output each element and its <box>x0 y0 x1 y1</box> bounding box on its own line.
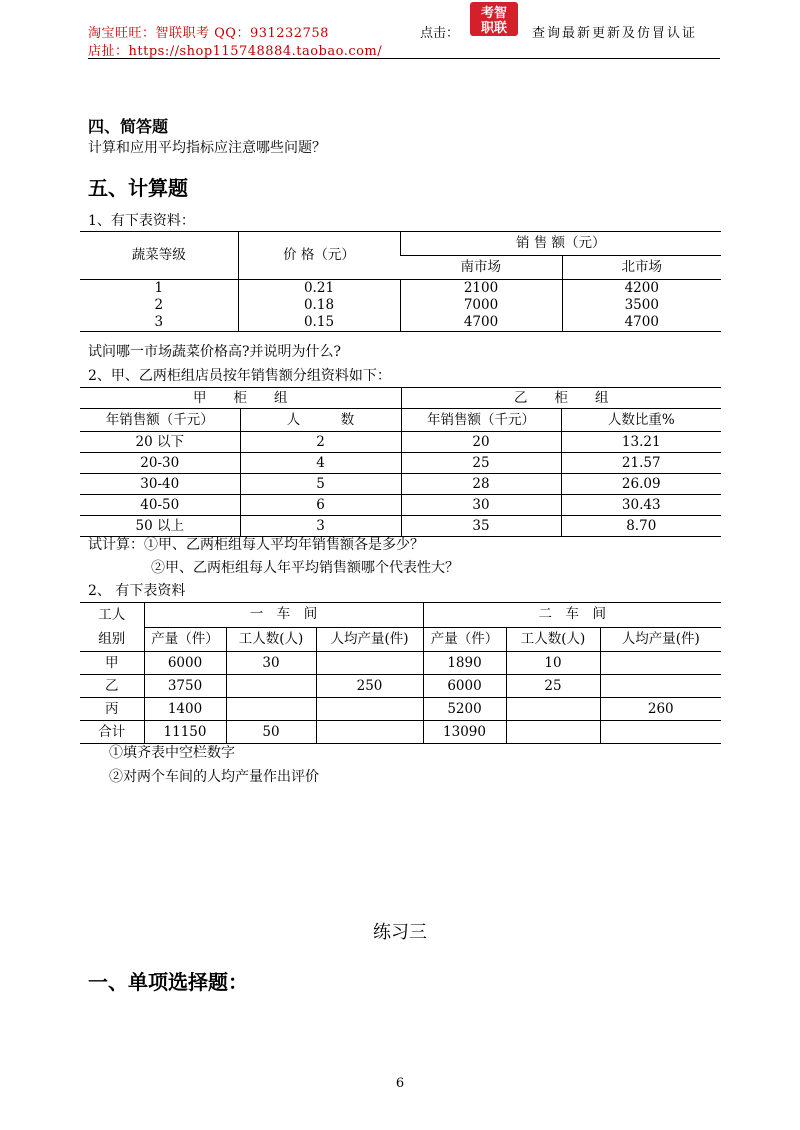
table-row <box>80 495 721 516</box>
cell: 4 <box>240 453 401 474</box>
exercise-section1-title: 一、单项选择题： <box>88 970 248 994</box>
cell: 4700 <box>400 314 562 332</box>
cell: 3500 <box>562 297 721 314</box>
cell: 30-40 <box>80 474 240 495</box>
cell: 11150 <box>144 721 226 744</box>
th-group-a: 甲 柜 组 <box>80 388 401 409</box>
cell: 2 <box>240 432 401 453</box>
q3-task2: ②对两个车间的人均产量作出评价 <box>109 769 319 785</box>
counter-sales-table <box>80 387 721 537</box>
cell: 50 <box>226 721 316 744</box>
header-verify-text[interactable]: 查询最新更新及仿冒认证 <box>532 26 698 41</box>
cell: 5 <box>240 474 401 495</box>
cell <box>600 652 721 675</box>
q1-intro: 1、有下表资料： <box>88 213 195 229</box>
workshop-output-table <box>80 602 721 744</box>
th-workshop-2: 二 车 间 <box>423 603 721 628</box>
table-row <box>80 432 721 453</box>
section4-title: 四、简答题 <box>88 117 169 136</box>
cell: 乙 <box>80 675 144 698</box>
cell <box>316 721 423 744</box>
cell: 25 <box>401 453 561 474</box>
th-worker: 工人 <box>80 603 144 628</box>
cell: 260 <box>600 698 721 721</box>
table-row <box>80 698 721 721</box>
q3-intro: 2、 有下表资料 <box>88 583 186 599</box>
page-number: 6 <box>395 1076 405 1091</box>
header-click-label: 点击： <box>420 26 460 41</box>
cell: 3 <box>240 516 401 537</box>
th-people: 人 数 <box>240 409 401 432</box>
cell: 30.43 <box>561 495 721 516</box>
logo-text-top: 考智 <box>480 6 508 21</box>
cell: 25 <box>506 675 600 698</box>
cell: 13.21 <box>561 432 721 453</box>
header-address-line[interactable]: 店扯：https://shop115748884.taobao.com/ <box>88 44 383 59</box>
th-output-2: 产量（件） <box>423 627 506 652</box>
th-workshop-1: 一 车 间 <box>144 603 423 628</box>
cell: 40-50 <box>80 495 240 516</box>
table-row <box>80 675 721 698</box>
cell: 6000 <box>423 675 506 698</box>
section5-title: 五、计算题 <box>88 176 188 200</box>
cell: 50 以上 <box>80 516 240 537</box>
th-ratio: 人数比重% <box>561 409 721 432</box>
th-group-b: 乙 柜 组 <box>401 388 721 409</box>
cell <box>506 698 600 721</box>
cell: 20-30 <box>80 453 240 474</box>
logo-text-bottom: 职联 <box>480 21 508 36</box>
cell: 30 <box>226 652 316 675</box>
cell <box>316 698 423 721</box>
th-per-2: 人均产量(件) <box>600 627 721 652</box>
cell: 13090 <box>423 721 506 744</box>
th-price: 价 格（元） <box>238 232 400 280</box>
cell <box>506 721 600 744</box>
cell: 0.21 <box>238 280 400 298</box>
cell: 6000 <box>144 652 226 675</box>
section4-question: 计算和应用平均指标应注意哪些问题？ <box>88 140 326 156</box>
table-row <box>80 721 721 744</box>
q2-task1: 试计算：①甲、乙两柜组每人平均年销售额各是多少？ <box>88 537 424 553</box>
th-north: 北市场 <box>562 256 721 280</box>
cell: 1 <box>154 280 164 296</box>
cell <box>226 698 316 721</box>
table-row <box>80 314 721 332</box>
cell: 丙 <box>80 698 144 721</box>
cell: 8.70 <box>561 516 721 537</box>
th-workers-1: 工人数(人) <box>226 627 316 652</box>
table-row <box>80 652 721 675</box>
exercise-title: 练习三 <box>373 922 427 943</box>
cell: 0.18 <box>238 297 400 314</box>
cell: 20 以下 <box>80 432 240 453</box>
cell: 1890 <box>423 652 506 675</box>
th-south: 南市场 <box>400 256 562 280</box>
cell: 4200 <box>562 280 721 298</box>
cell: 3 <box>80 314 238 332</box>
logo-icon <box>470 2 518 36</box>
cell: 1400 <box>144 698 226 721</box>
th-grade: 蔬菜等级 <box>80 232 238 280</box>
table-row <box>80 474 721 495</box>
cell: 26.09 <box>561 474 721 495</box>
logo[interactable] <box>470 2 518 36</box>
cell: 合计 <box>80 721 144 744</box>
cell: 0.15 <box>238 314 400 332</box>
cell: 7000 <box>400 297 562 314</box>
cell <box>226 675 316 698</box>
cell: 4700 <box>562 314 721 332</box>
q3-task1: ①填齐表中空栏数字 <box>109 745 235 761</box>
cell: 30 <box>401 495 561 516</box>
th-group: 组别 <box>80 627 144 652</box>
cell <box>600 675 721 698</box>
q2-intro: 2、甲、乙两柜组店员按年销售额分组资料如下： <box>88 368 391 384</box>
cell <box>316 652 423 675</box>
cell: 250 <box>316 675 423 698</box>
q2-task2: ②甲、乙两柜组每人年平均销售额哪个代表性大？ <box>151 560 459 576</box>
cell: 3750 <box>144 675 226 698</box>
cell: 2 <box>154 297 164 313</box>
header-rule <box>88 58 720 59</box>
th-per-1: 人均产量(件) <box>316 627 423 652</box>
vegetable-price-table <box>80 231 721 332</box>
th-sales: 销 售 额（元） <box>400 232 721 256</box>
q1-question: 试问哪一市场蔬菜价格高?并说明为什么? <box>88 344 342 360</box>
cell: 甲 <box>80 652 144 675</box>
th-sales-a: 年销售额（千元） <box>80 409 240 432</box>
cell: 21.57 <box>561 453 721 474</box>
table-row <box>80 453 721 474</box>
th-sales-b: 年销售额（千元） <box>401 409 561 432</box>
cell: 6 <box>240 495 401 516</box>
table-row <box>80 280 721 298</box>
cell: 20 <box>401 432 561 453</box>
cell: 5200 <box>423 698 506 721</box>
cell <box>600 721 721 744</box>
table-row <box>80 297 721 314</box>
th-workers-2: 工人数(人) <box>506 627 600 652</box>
cell: 28 <box>401 474 561 495</box>
cell: 35 <box>401 516 561 537</box>
cell: 2100 <box>400 280 562 298</box>
cell: 10 <box>506 652 600 675</box>
th-output-1: 产量（件） <box>144 627 226 652</box>
header-shop-line: 淘宝旺旺：智联职考 QQ：931232758 <box>88 26 329 41</box>
